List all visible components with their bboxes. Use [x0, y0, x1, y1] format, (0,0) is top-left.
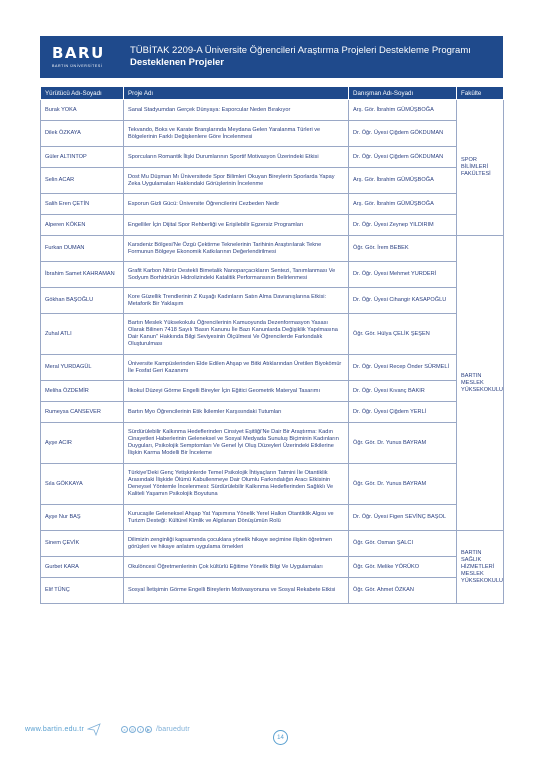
faculty-cell: BARTIN MESLEK YÜKSEKOKULU [457, 236, 504, 531]
advisor-name-cell: Arş. Gör. İbrahim GÜMÜŞBOĞA [349, 168, 457, 194]
project-title-cell: Kore Güzellik Trendlerinin Z Kuşağı Kadınların Satın Alma Davranışlarına Etkisi: Metaforik Bir Yaklaşım [124, 288, 349, 314]
student-name-cell: Alperen KÖKEN [41, 215, 124, 236]
faculty-cell: BARTIN SAĞLIK HİZMETLERİ MESLEK YÜKSEKOKULU [457, 531, 504, 604]
table-row [41, 557, 504, 578]
project-title-cell: Sosyal İletişimin Görme Engelli Bireylerin Motivasyonuna ve Sosyal Rekabete Etkisi [124, 578, 349, 604]
advisor-name-cell: Dr. Öğr. Üyesi Kıvanç BAKIR [349, 381, 457, 402]
project-title-cell: Türkiye'Deki Genç Yetişkinlerde Temel Psikolojik İhtiyaçların Tatmini İle Otantiklik Arasındaki İlişkide Ölümü Kabullenmeye Dair Olumlu Farkındalığın Aracı Etkisinin Deneysel Yöntemle İncelenmesi: Sürdürülebilir Kalkınma Hedeflerinden Sağlıklı Ve Kaliteli Yaşamın Psikolojik Boyutuna [124, 464, 349, 505]
student-name-cell: Rumeysa CANSEVER [41, 402, 124, 423]
project-title-cell: Okulöncesi Öğretmenlerinin Çok kültürlü Eğitime Yönelik Bilgi Ve Uygulamaları [124, 557, 349, 578]
project-title-cell: Sürdürülebilir Kalkınma Hedeflerinden Cinsiyet Eşitliği'Ne Dair Bir Araştırma: Kadın Cinayetleri Haberlerinin Geleneksel ve Sosyal Medyada Sunuluş Biçiminin Kadınların Duyguları, Psikolojik Semptomları Ve Genel İyi Oluş Düzeyleri Üzerindeki Etkilerine İlişkin Karma Modelli Bir İnceleme [124, 423, 349, 464]
university-logo [40, 36, 124, 78]
advisor-name-cell: Öğr. Gör. Hülya ÇELİK ŞEŞEN [349, 314, 457, 355]
project-title-cell: İlkokul Düzeyi Görme Engelli Bireyler İçin Eğitici Geometrik Materyal Tasarımı [124, 381, 349, 402]
advisor-name-cell: Arş. Gör. İbrahim GÜMÜŞBOĞA [349, 194, 457, 215]
website-link[interactable]: www.bartin.edu.tr [25, 726, 85, 733]
student-name-cell: Ayşe ACIR [41, 423, 124, 464]
page-title: TÜBİTAK 2209-A Üniversite Öğrencileri Araştırma Projeleri Destekleme Programı [130, 45, 471, 56]
student-name-cell: Sinem ÇEVİK [41, 531, 124, 557]
student-name-cell: Sıla GÖKKAYA [41, 464, 124, 505]
footer [25, 722, 515, 752]
project-title-cell: Bartın Meslek Yüksekokulu Öğrencilerinin Kamuoyunda Dezenformasyon Yasası Olarak Bilinen 7418 Sayılı 'Basın Kanunu İle Bazı Kanunlarda Değişiklik Yapılmasına Dair Kanun'' Hakkında Bilgi Seviyesinin Ölçülmesi Ve Öğrencilerde Farkındalık Oluşturulması [124, 314, 349, 355]
advisor-name-cell: Öğr. Gör. İrem BEBEK [349, 236, 457, 262]
youtube-icon[interactable]: ▶ [146, 727, 151, 732]
page-number: 14 [273, 730, 288, 745]
student-name-cell: Meral YURDAGÜL [41, 355, 124, 381]
advisor-name-cell: Dr. Öğr. Üyesi Figen SEVİNÇ BAŞOL [349, 505, 457, 531]
student-name-cell: İbrahim Samet KAHRAMAN [41, 262, 124, 288]
table-row [41, 423, 504, 464]
table-row [41, 288, 504, 314]
table-body [41, 100, 504, 604]
student-name-cell: Dilek ÖZKAYA [41, 121, 124, 147]
advisor-name-cell: Dr. Öğr. Üyesi Çiğdem GÖKDUMAN [349, 147, 457, 168]
student-name-cell: Zuhal ATLI [41, 314, 124, 355]
table-row [41, 194, 504, 215]
table-row [41, 355, 504, 381]
student-name-cell: Ayşe Nur BAŞ [41, 505, 124, 531]
advisor-name-cell: Öğr. Gör. Osman ŞALCI [349, 531, 457, 557]
table-row [41, 100, 504, 121]
project-title-cell: Engelliler İçin Dijital Spor Rehberliği ve Erişilebilir Egzersiz Programları [124, 215, 349, 236]
column-header-student: Yürütücü Adı-Soyadı [41, 87, 124, 100]
table-row [41, 531, 504, 557]
facebook-icon[interactable]: f [137, 726, 144, 733]
logo-subtitle: BARTIN ÜNİVERSİTESİ [52, 64, 103, 68]
projects-table [40, 86, 504, 604]
project-title-cell: Grafit Karbon Nitrür Destekli Bimetalik Nanoparçacıkların Sentezi, Tanımlanması Ve Sodyum Borhidrürün Hidrolizindeki Katalitik Performansının Belirlenmesi [124, 262, 349, 288]
student-name-cell: Meliha ÖZDEMİR [41, 381, 124, 402]
advisor-name-cell: Dr. Öğr. Üyesi Recep Önder SÜRMELİ [349, 355, 457, 381]
x-icon[interactable]: x [121, 726, 128, 733]
advisor-name-cell: Öğr. Gör. Melike YÖRÜKO [349, 557, 457, 578]
advisor-name-cell: Arş. Gör. İbrahim GÜMÜŞBOĞA [349, 100, 457, 121]
advisor-name-cell: Dr. Öğr. Üyesi Cihangir KASAPOĞLU [349, 288, 457, 314]
project-title-cell: Sporcuların Romantik İlişki Durumlarının Sportif Motivasyon Üzerindeki Etkisi [124, 147, 349, 168]
social-handle[interactable]: /baruedutr [156, 726, 190, 733]
advisor-name-cell: Öğr. Gör. Dr. Yunus BAYRAM [349, 423, 457, 464]
project-title-cell: Bartın Myo Öğrencilerinin Etik İkilemler Karşısındaki Tutumları [124, 402, 349, 423]
table-row [41, 147, 504, 168]
student-name-cell: Selin ACAR [41, 168, 124, 194]
table-row [41, 381, 504, 402]
table-row [41, 578, 504, 604]
column-header-advisor: Danışman Adı-Soyadı [349, 87, 457, 100]
student-name-cell: Elif TÜNÇ [41, 578, 124, 604]
student-name-cell: Güler ALTINTOP [41, 147, 124, 168]
social-links [121, 726, 190, 733]
student-name-cell: Furkan DUMAN [41, 236, 124, 262]
project-title-cell: Esporun Gizli Gücü: Üniversite Öğrencilerini Cezbeden Nedir [124, 194, 349, 215]
student-name-cell: Burak YOKA [41, 100, 124, 121]
project-title-cell: Dost Mu Düşman Mı Üniversitede Spor Bilimleri Okuyan Bireylerin Sporlarda Yapay Zeka Uygulamaları Hakkındaki Görüşlerinin İncelenme [124, 168, 349, 194]
advisor-name-cell: Dr. Öğr. Üyesi Çiğdem YERLİ [349, 402, 457, 423]
table-row [41, 262, 504, 288]
table-row [41, 215, 504, 236]
table-header-row [41, 87, 504, 100]
column-header-faculty: Fakülte [457, 87, 504, 100]
logo-word: BARU [52, 44, 105, 62]
project-title-cell: Kurucaşile Geleneksel Ahşap Yat Yapımına Yönelik Yerel Halkın Otantiklik Algısı ve Turizm Desteği: Kültürel Kimlik ve Algılanan Dönüşümün Rolü [124, 505, 349, 531]
student-name-cell: Salih Eren ÇETİN [41, 194, 124, 215]
student-name-cell: Gurbet KARA [41, 557, 124, 578]
advisor-name-cell: Dr. Öğr. Üyesi Zeynep YILDIRIM [349, 215, 457, 236]
table-row [41, 314, 504, 355]
project-title-cell: Üniversite Kampüslerinden Elde Edilen Ahşap ve Bitki Atıklarından Üretilen Biyokömür İle Fosfat Geri Kazanımı [124, 355, 349, 381]
faculty-cell: SPOR BİLİMLERİ FAKÜLTESİ [457, 100, 504, 236]
advisor-name-cell: Dr. Öğr. Üyesi Çiğdem GÖKDUMAN [349, 121, 457, 147]
advisor-name-cell: Öğr. Gör. Ahmet ÖZKAN [349, 578, 457, 604]
advisor-name-cell: Öğr. Gör. Dr. Yunus BAYRAM [349, 464, 457, 505]
project-title-cell: Sanal Stadyumdan Gerçek Dünyaya: Esporcular Neden Bırakıyor [124, 100, 349, 121]
table-row [41, 505, 504, 531]
column-header-project: Proje Adı [124, 87, 349, 100]
header-banner [40, 36, 503, 78]
table-row [41, 168, 504, 194]
project-title-cell: Tekvando, Boks ve Karate Branşlarında Meydana Gelen Yaralanma Türleri ve Bölgelerinin Farklı Değişkenlere Göre İncelenmesi [124, 121, 349, 147]
project-title-cell: Karsdeniz Bölgesi'Ne Özgü Çektirme Teknelerinin Tarihinin Araştırılarak Tekne Formunun Bölgeye Ekonomik Katkılarının Değerlendirilmesi [124, 236, 349, 262]
page-subtitle: Desteklenen Projeler [130, 57, 224, 68]
instagram-icon[interactable]: ◎ [130, 727, 135, 732]
table-row [41, 402, 504, 423]
student-name-cell: Gökhan BAŞOĞLU [41, 288, 124, 314]
project-title-cell: Dilimizin zenginliği kapsamında çocuklara yönelik hikaye seçimine ilişkin öğretmen görüşleri ve hikaye anlatım uygulama örnekleri [124, 531, 349, 557]
table-row [41, 236, 504, 262]
advisor-name-cell: Dr. Öğr. Üyesi Mehmet YURDERİ [349, 262, 457, 288]
paper-plane-icon [87, 722, 101, 736]
banner-text [124, 45, 471, 69]
table-row [41, 121, 504, 147]
table-row [41, 464, 504, 505]
